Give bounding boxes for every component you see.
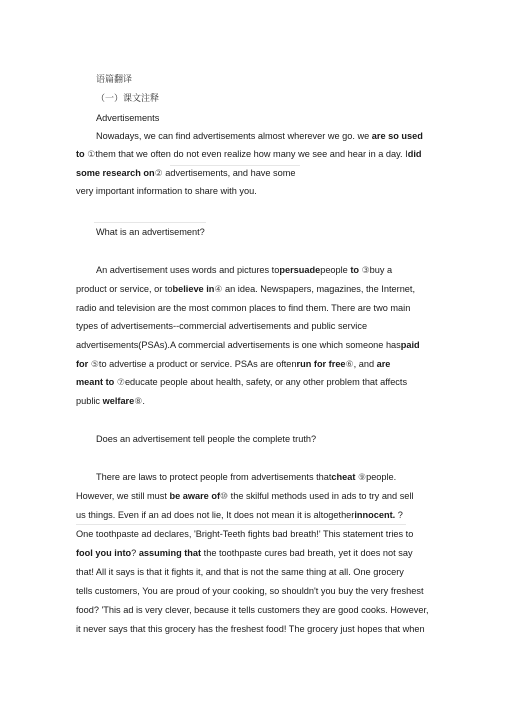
section-heading: 语篇翻译 (96, 75, 133, 85)
key-phrase: are (376, 359, 391, 369)
text: an idea. Newspapers, magazines, the Internet, (225, 284, 416, 294)
paragraph-line: types of advertisements--commercial advertisements and public service (76, 321, 368, 331)
note-marker: ⑨ (358, 472, 367, 482)
paragraph-line (76, 376, 407, 388)
note-marker: ① (87, 149, 96, 159)
paragraph-line: that! All it says is that it fights it, and that is not the same thing at all. One grocery (76, 567, 404, 577)
note-marker: ⑧ (134, 396, 143, 406)
paragraph-line: it never says that this grocery has the freshest food! The grocery just hopes that when (76, 624, 425, 634)
text: , and (353, 359, 375, 369)
text: to advertise a product or service. PSAs are often (98, 359, 297, 369)
note-marker: ⑩ (220, 491, 229, 501)
paragraph-line (76, 148, 422, 160)
text: ? (397, 510, 403, 520)
key-phrase: innocent. (354, 510, 396, 520)
key-phrase: fool you into (76, 548, 132, 558)
paragraph-line (96, 130, 423, 142)
key-phrase: are so used (371, 131, 423, 141)
key-phrase: cheat (331, 472, 356, 482)
key-phrase: welfare (102, 396, 135, 406)
question-heading: Does an advertisement tell people the complete truth? (96, 434, 317, 444)
text: ? (131, 548, 137, 558)
key-phrase: persuade (279, 265, 321, 275)
text: us things. Even if an ad does not lie, It does not mean it is altogether (76, 510, 355, 520)
paragraph-line: food? 'This ad is very clever, because it tells customers they are good cooks. However, (76, 605, 429, 615)
key-phrase: assuming that (138, 548, 202, 558)
key-phrase: some research on (76, 168, 155, 178)
text: An advertisement uses words and pictures to (96, 265, 280, 275)
article-title: Advertisements (96, 113, 160, 123)
text: people (320, 265, 348, 275)
paragraph-line (76, 490, 413, 502)
text: advertisements, and have some (165, 168, 296, 178)
question-heading: What is an advertisement? (96, 227, 205, 237)
note-marker: ② (154, 168, 163, 178)
text: public (76, 396, 101, 406)
divider (170, 165, 300, 166)
text: buy a (369, 265, 393, 275)
key-phrase: to (350, 265, 360, 275)
text: There are laws to protect people from advertisements that (96, 472, 332, 482)
text: Nowadays, we can find advertisements almost wherever we go. we (96, 131, 370, 141)
key-phrase: for (76, 359, 89, 369)
paragraph-line (76, 283, 415, 295)
key-phrase: be aware of (169, 491, 221, 501)
key-phrase: did (407, 149, 422, 159)
text: advertisements(PSAs).A commercial advertisements is one which someone has (76, 340, 401, 350)
paragraph-line (96, 471, 396, 483)
paragraph-line: very important information to share with you. (76, 186, 257, 196)
paragraph-line (76, 547, 413, 559)
paragraph-line: radio and television are the most common places to find them. There are two main (76, 303, 411, 313)
note-marker: ④ (214, 284, 223, 294)
note-marker: ③ (361, 265, 370, 275)
paragraph-line (76, 395, 145, 407)
key-phrase: run for free (296, 359, 346, 369)
note-marker: ⑥ (345, 359, 354, 369)
key-phrase: believe in (172, 284, 215, 294)
text: the skilful methods used in ads to try and sell (230, 491, 414, 501)
text: . (142, 396, 145, 406)
paragraph-line: One toothpaste ad declares, 'Bright-Teeth fights bad breath!' This statement tries to (76, 529, 414, 539)
key-phrase: to (76, 149, 85, 159)
key-phrase: paid (400, 340, 420, 350)
text: them that we often do not even realize how many we see and hear in a day. I (95, 149, 408, 159)
key-phrase: meant to (76, 377, 115, 387)
paragraph-line (96, 264, 392, 276)
section-subheading: （一）课文注释 (96, 94, 160, 104)
text: the toothpaste cures bad breath, yet it does not say (203, 548, 413, 558)
paragraph-line (76, 358, 390, 370)
text: educate people about health, safety, or any other problem that affects (124, 377, 408, 387)
text: However, we still must (76, 491, 167, 501)
paragraph-line (76, 509, 403, 521)
divider (76, 524, 406, 525)
text: product or service, or to (76, 284, 173, 294)
note-marker: ⑦ (116, 377, 125, 387)
paragraph-line: tells customers, You are proud of your cooking, so shouldn't you buy the very freshest (76, 586, 424, 596)
divider (94, 222, 206, 223)
note-marker: ⑤ (90, 359, 99, 369)
paragraph-line (76, 339, 420, 351)
text: people. (366, 472, 397, 482)
paragraph-line (76, 167, 296, 179)
